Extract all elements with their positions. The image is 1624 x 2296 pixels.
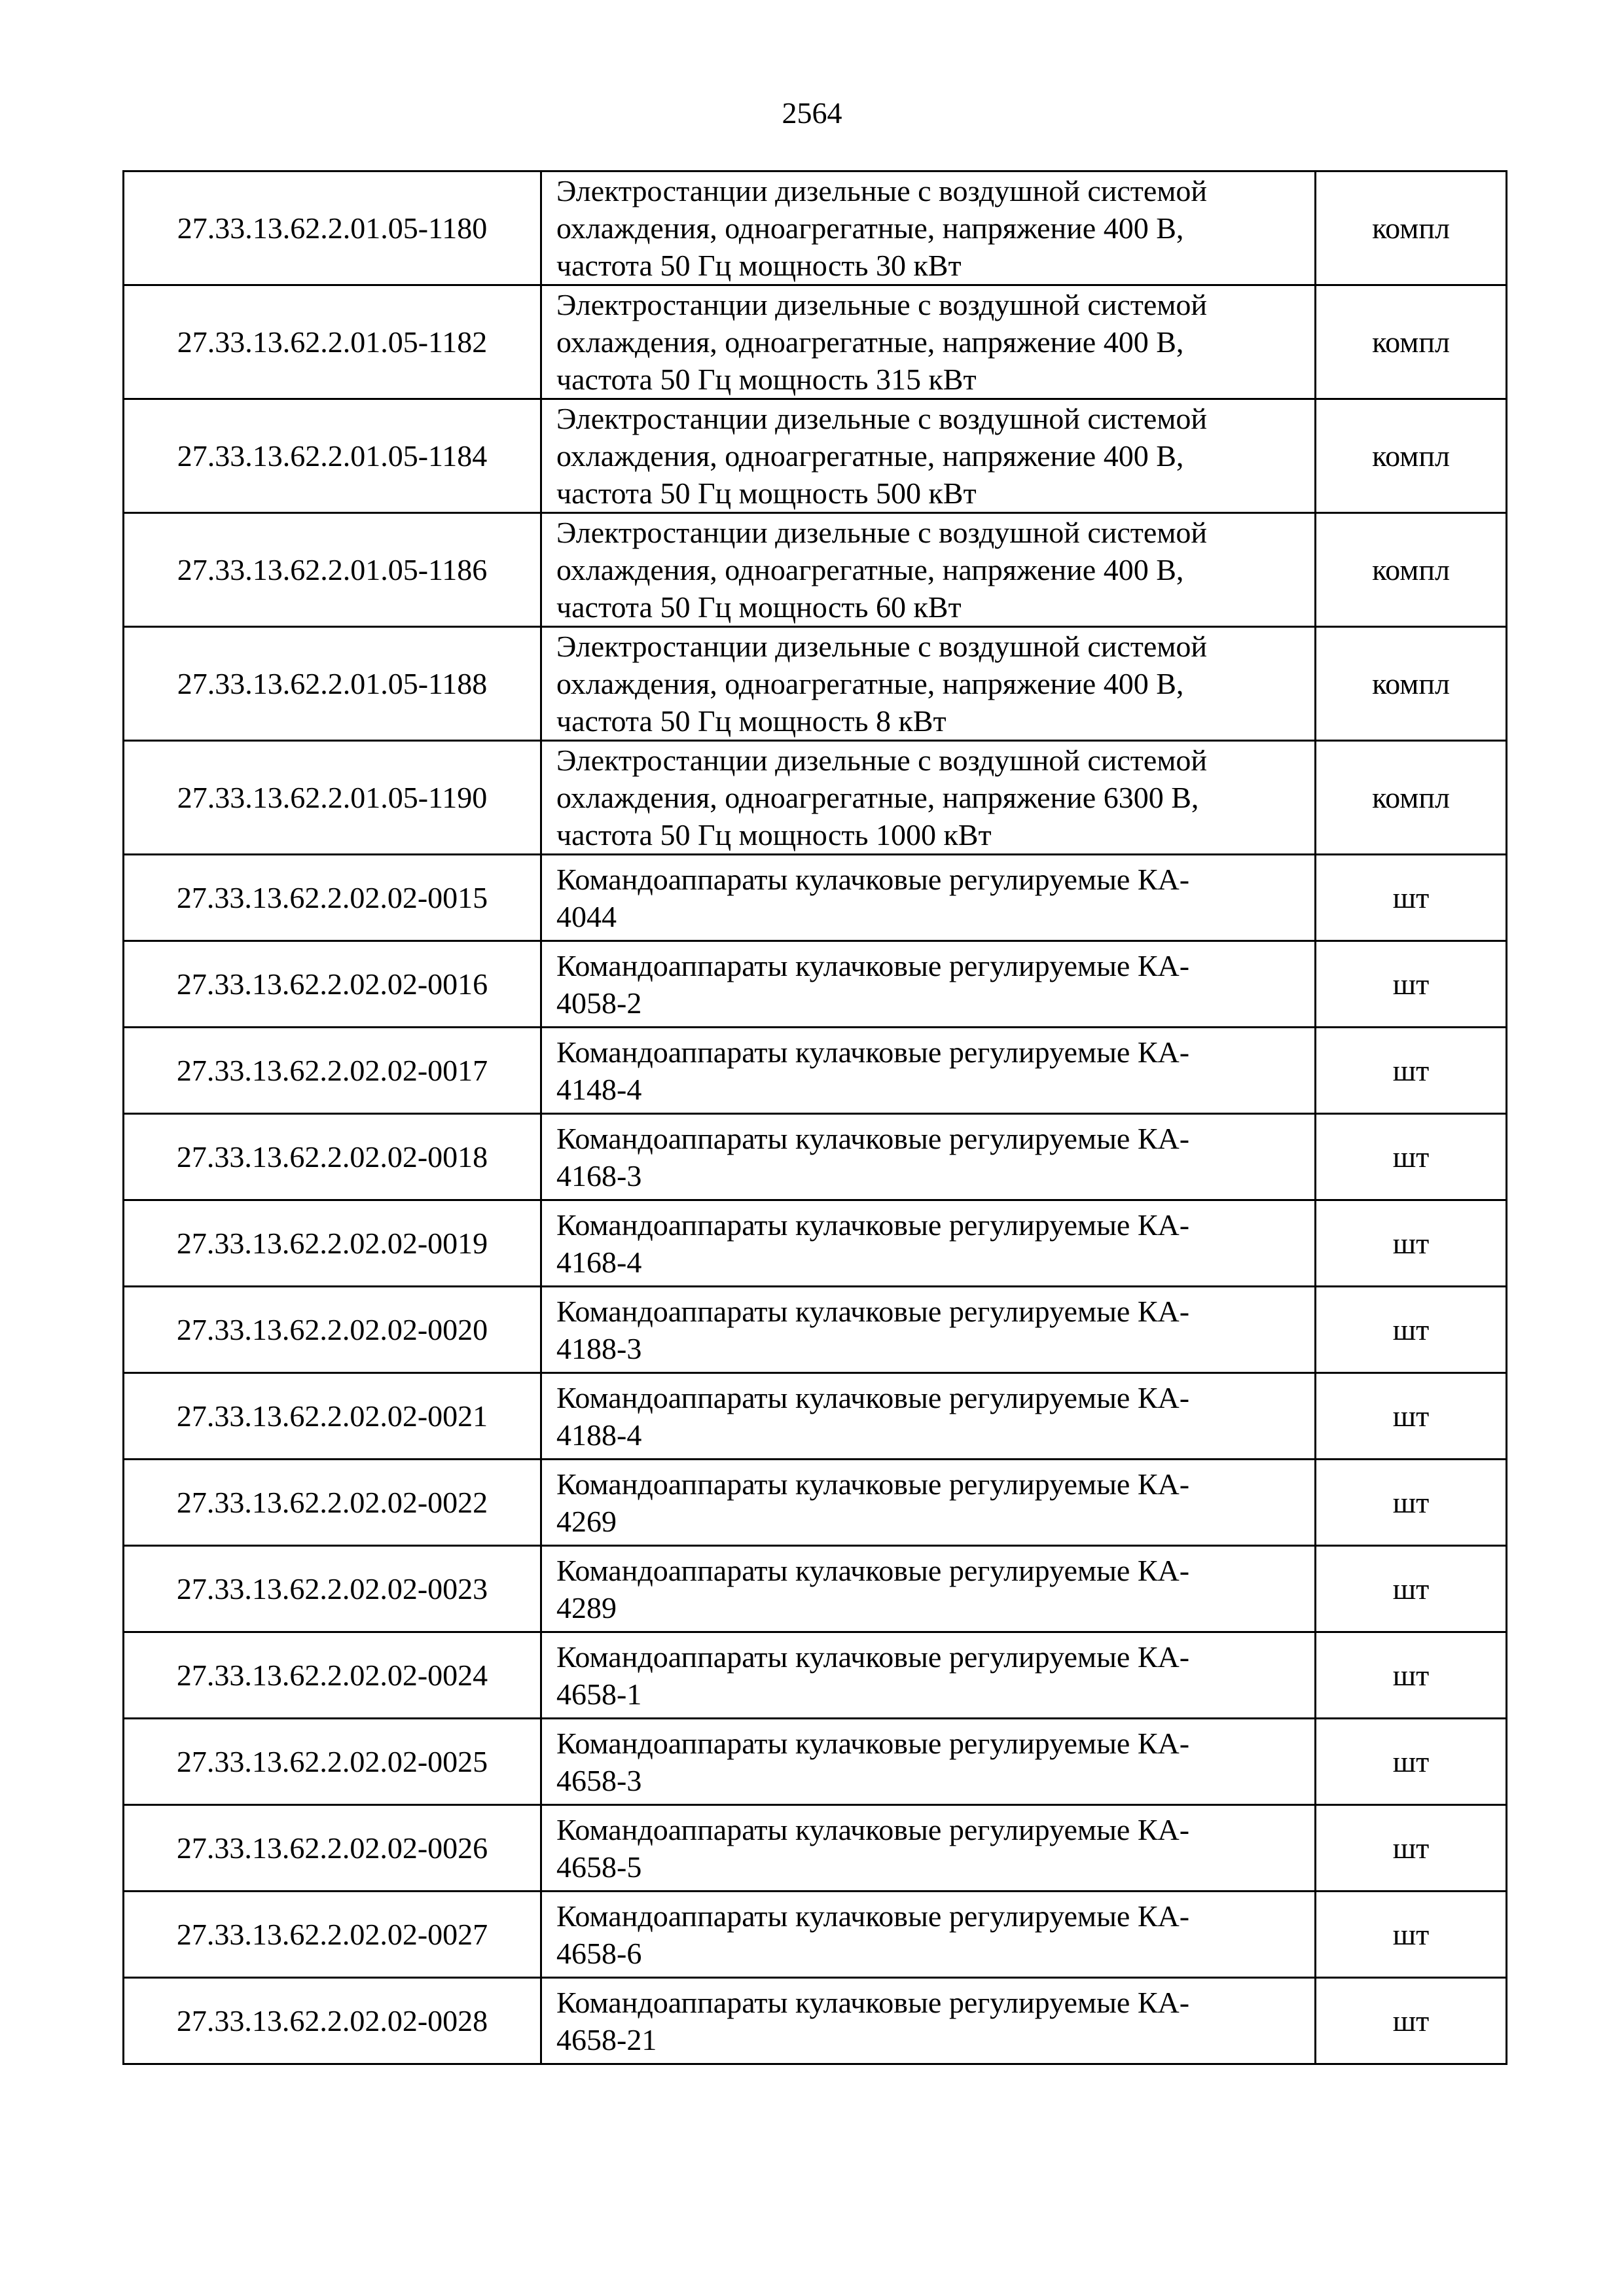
name-cell: [541, 171, 1316, 285]
name-cell: [541, 1373, 1316, 1460]
table-row: [124, 513, 1507, 627]
code-cell: 27.33.13.62.2.02.02-0016: [124, 941, 541, 1028]
name-line: 4269: [556, 1504, 617, 1538]
code-cell: 27.33.13.62.2.02.02-0019: [124, 1200, 541, 1287]
name-line: частота 50 Гц мощность 500 кВт: [556, 476, 977, 510]
unit-cell: шт: [1316, 1719, 1507, 1805]
name-line: Командоаппараты кулачковые регулируемые КА-: [556, 1812, 1190, 1846]
name-line: охлаждения, одноагрегатные, напряжение 6300 В,: [556, 781, 1199, 814]
table-row: [124, 741, 1507, 855]
name-line: Командоаппараты кулачковые регулируемые КА-: [556, 1640, 1190, 1674]
table-row: [124, 1114, 1507, 1200]
name-line: Электростанции дизельные с воздушной системой: [556, 630, 1208, 663]
name-line: Командоаппараты кулачковые регулируемые КА-: [556, 1035, 1190, 1069]
name-cell: [541, 1114, 1316, 1200]
name-cell: [541, 1805, 1316, 1892]
name-line: 4658-3: [556, 1763, 642, 1797]
name-line: Командоаппараты кулачковые регулируемые КА-: [556, 1208, 1190, 1242]
name-line: 4058-2: [556, 986, 642, 1020]
unit-cell: шт: [1316, 1978, 1507, 2064]
name-line: частота 50 Гц мощность 1000 кВт: [556, 818, 992, 852]
page-number: 2564: [782, 96, 842, 130]
table-row: [124, 1978, 1507, 2064]
name-line: 4168-4: [556, 1245, 642, 1279]
unit-cell: шт: [1316, 1546, 1507, 1632]
name-line: охлаждения, одноагрегатные, напряжение 400 В,: [556, 439, 1184, 473]
name-line: охлаждения, одноагрегатные, напряжение 400 В,: [556, 553, 1184, 586]
name-line: частота 50 Гц мощность 60 кВт: [556, 590, 962, 624]
name-line: 4168-3: [556, 1158, 642, 1193]
unit-cell: шт: [1316, 1114, 1507, 1200]
table-row: [124, 1719, 1507, 1805]
name-line: 4188-3: [556, 1331, 642, 1365]
code-cell: 27.33.13.62.2.02.02-0017: [124, 1028, 541, 1114]
code-cell: 27.33.13.62.2.02.02-0022: [124, 1460, 541, 1546]
name-line: 4658-5: [556, 1850, 642, 1884]
code-cell: 27.33.13.62.2.02.02-0023: [124, 1546, 541, 1632]
code-cell: 27.33.13.62.2.02.02-0028: [124, 1978, 541, 2064]
name-cell: [541, 1028, 1316, 1114]
name-line: Командоаппараты кулачковые регулируемые КА-: [556, 1121, 1190, 1155]
table-row: [124, 1632, 1507, 1719]
name-line: частота 50 Гц мощность 8 кВт: [556, 704, 947, 738]
code-cell: 27.33.13.62.2.01.05-1186: [124, 513, 541, 627]
name-line: Командоаппараты кулачковые регулируемые КА-: [556, 1467, 1190, 1501]
table-row: [124, 1892, 1507, 1978]
unit-cell: шт: [1316, 1373, 1507, 1460]
name-line: частота 50 Гц мощность 315 кВт: [556, 363, 977, 396]
unit-cell: шт: [1316, 1028, 1507, 1114]
name-line: Электростанции дизельные с воздушной системой: [556, 402, 1208, 435]
code-cell: 27.33.13.62.2.02.02-0026: [124, 1805, 541, 1892]
name-line: 4148-4: [556, 1072, 642, 1106]
unit-cell: компл: [1316, 513, 1507, 627]
name-cell: [541, 1460, 1316, 1546]
unit-cell: компл: [1316, 399, 1507, 513]
table-row: [124, 941, 1507, 1028]
name-line: частота 50 Гц мощность 30 кВт: [556, 249, 962, 282]
unit-cell: шт: [1316, 1632, 1507, 1719]
name-line: Электростанции дизельные с воздушной системой: [556, 516, 1208, 549]
table-row: [124, 285, 1507, 399]
code-cell: 27.33.13.62.2.01.05-1182: [124, 285, 541, 399]
name-cell: [541, 513, 1316, 627]
name-line: 4044: [556, 899, 617, 933]
unit-cell: компл: [1316, 285, 1507, 399]
name-cell: [541, 1892, 1316, 1978]
name-line: Командоаппараты кулачковые регулируемые КА-: [556, 1726, 1190, 1760]
name-cell: [541, 627, 1316, 741]
unit-cell: шт: [1316, 1892, 1507, 1978]
unit-cell: шт: [1316, 1200, 1507, 1287]
name-line: 4658-21: [556, 2022, 657, 2056]
table-row: [124, 1287, 1507, 1373]
unit-cell: шт: [1316, 1287, 1507, 1373]
code-cell: 27.33.13.62.2.02.02-0018: [124, 1114, 541, 1200]
name-cell: [541, 1719, 1316, 1805]
code-cell: 27.33.13.62.2.02.02-0027: [124, 1892, 541, 1978]
name-cell: [541, 741, 1316, 855]
name-line: Командоаппараты кулачковые регулируемые КА-: [556, 862, 1190, 896]
table-row: [124, 627, 1507, 741]
name-cell: [541, 1287, 1316, 1373]
name-line: Электростанции дизельные с воздушной системой: [556, 288, 1208, 321]
name-cell: [541, 1632, 1316, 1719]
table-row: [124, 1200, 1507, 1287]
table-row: [124, 399, 1507, 513]
name-line: Электростанции дизельные с воздушной системой: [556, 744, 1208, 777]
unit-cell: компл: [1316, 627, 1507, 741]
table-row: [124, 1546, 1507, 1632]
name-line: Командоаппараты кулачковые регулируемые КА-: [556, 948, 1190, 982]
name-line: Командоаппараты кулачковые регулируемые КА-: [556, 1899, 1190, 1933]
name-line: охлаждения, одноагрегатные, напряжение 400 В,: [556, 325, 1184, 359]
unit-cell: компл: [1316, 171, 1507, 285]
code-cell: 27.33.13.62.2.01.05-1184: [124, 399, 541, 513]
table-row: [124, 1805, 1507, 1892]
name-line: 4658-1: [556, 1677, 642, 1711]
code-cell: 27.33.13.62.2.01.05-1190: [124, 741, 541, 855]
unit-cell: шт: [1316, 1460, 1507, 1546]
table-row: [124, 855, 1507, 941]
table-body: [124, 171, 1507, 2064]
unit-cell: шт: [1316, 855, 1507, 941]
code-cell: 27.33.13.62.2.02.02-0020: [124, 1287, 541, 1373]
name-line: Электростанции дизельные с воздушной системой: [556, 174, 1208, 207]
name-line: Командоаппараты кулачковые регулируемые КА-: [556, 1380, 1190, 1414]
code-cell: 27.33.13.62.2.02.02-0015: [124, 855, 541, 941]
name-cell: [541, 399, 1316, 513]
name-line: охлаждения, одноагрегатные, напряжение 400 В,: [556, 667, 1184, 700]
table-row: [124, 1460, 1507, 1546]
code-cell: 27.33.13.62.2.01.05-1180: [124, 171, 541, 285]
table-row: [124, 171, 1507, 285]
unit-cell: компл: [1316, 741, 1507, 855]
code-cell: 27.33.13.62.2.02.02-0021: [124, 1373, 541, 1460]
code-cell: 27.33.13.62.2.01.05-1188: [124, 627, 541, 741]
name-line: Командоаппараты кулачковые регулируемые КА-: [556, 1294, 1190, 1328]
name-line: Командоаппараты кулачковые регулируемые КА-: [556, 1985, 1190, 2019]
name-cell: [541, 941, 1316, 1028]
name-line: 4658-6: [556, 1936, 642, 1970]
name-line: охлаждения, одноагрегатные, напряжение 400 В,: [556, 211, 1184, 245]
name-cell: [541, 285, 1316, 399]
name-cell: [541, 1200, 1316, 1287]
unit-cell: шт: [1316, 1805, 1507, 1892]
name-cell: [541, 1546, 1316, 1632]
table-row: [124, 1028, 1507, 1114]
name-line: 4289: [556, 1590, 617, 1624]
name-cell: [541, 855, 1316, 941]
name-cell: [541, 1978, 1316, 2064]
code-cell: 27.33.13.62.2.02.02-0025: [124, 1719, 541, 1805]
code-cell: 27.33.13.62.2.02.02-0024: [124, 1632, 541, 1719]
unit-cell: шт: [1316, 941, 1507, 1028]
table-row: [124, 1373, 1507, 1460]
name-line: 4188-4: [556, 1418, 642, 1452]
resource-table: [122, 170, 1507, 2065]
name-line: Командоаппараты кулачковые регулируемые КА-: [556, 1553, 1190, 1587]
